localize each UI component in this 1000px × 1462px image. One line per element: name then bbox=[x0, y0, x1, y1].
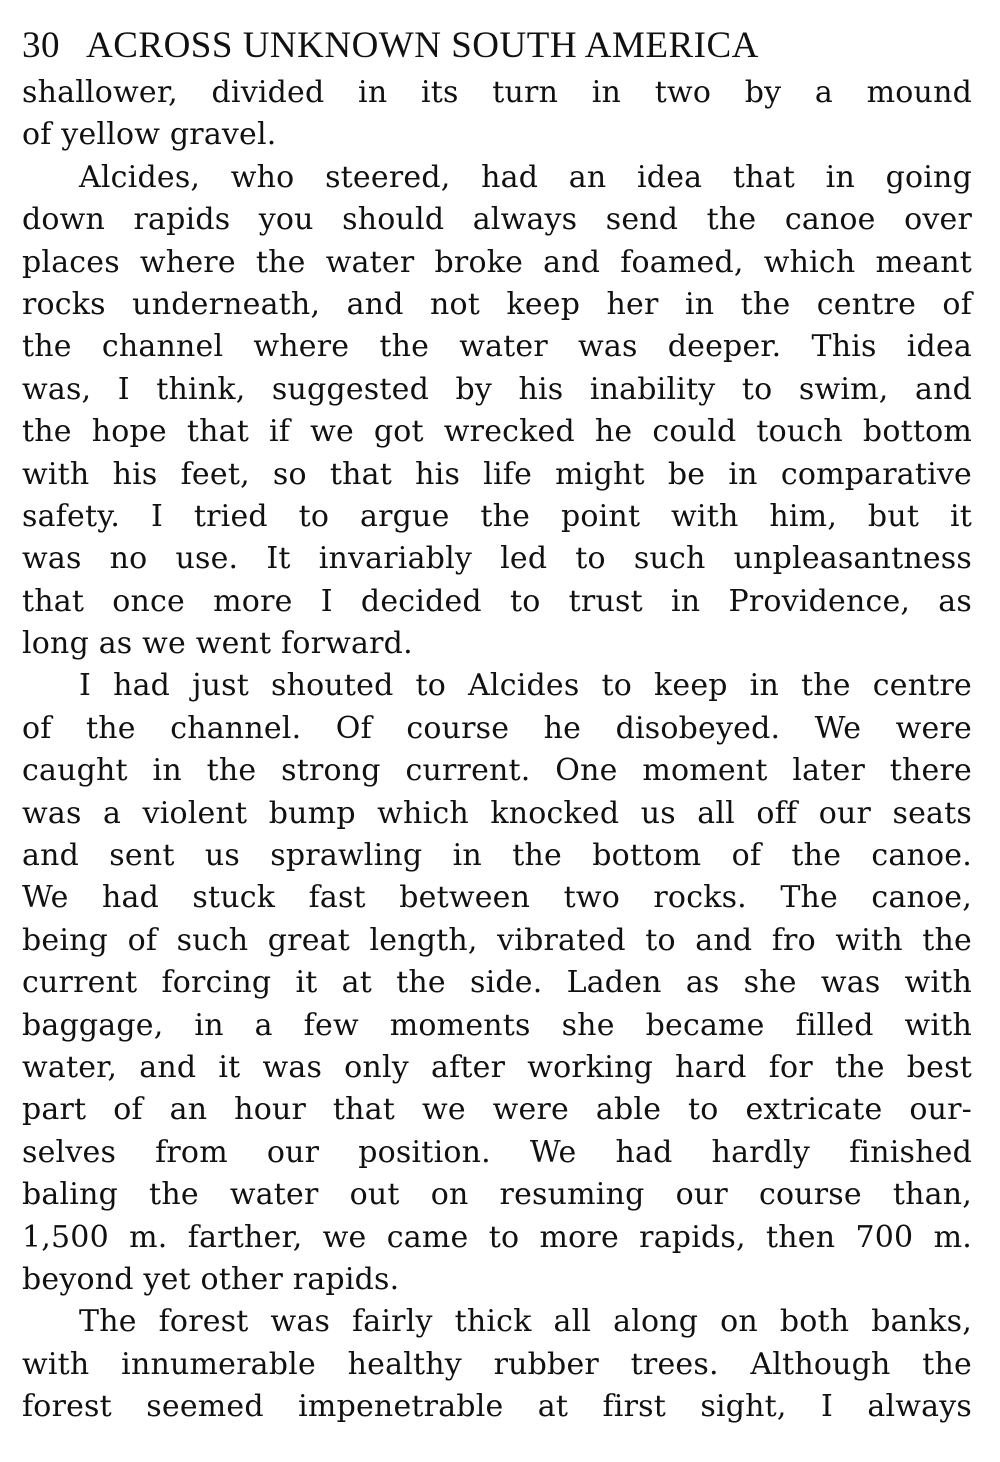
text-line: down rapids you should always send the canoe over bbox=[22, 202, 972, 238]
text-line: places where the water broke and foamed, which meant bbox=[22, 244, 972, 280]
text-line: was a violent bump which knocked us all off our seats bbox=[22, 795, 972, 831]
text-line: safety. I tried to argue the point with him, but it bbox=[22, 498, 972, 534]
text-line: was, I think, suggested by his inability to swim, and bbox=[22, 371, 972, 407]
text-line: of yellow gravel. bbox=[22, 117, 277, 153]
text-line: 1,500 m. farther, we came to more rapids, then 700 m. bbox=[22, 1219, 972, 1255]
text-line: and sent us sprawling in the bottom of the canoe. bbox=[22, 838, 972, 874]
text-line: the channel where the water was deeper. This idea bbox=[22, 329, 972, 365]
text-line: that once more I decided to trust in Providence, as bbox=[22, 583, 972, 619]
text-line: shallower, divided in its turn in two by a mound bbox=[22, 75, 972, 110]
text-line: long as we went forward. bbox=[22, 626, 413, 662]
text-line: the hope that if we got wrecked he could touch bottom bbox=[22, 414, 972, 450]
text-line: baling the water out on resuming our course than, bbox=[22, 1177, 972, 1213]
text-line: part of an hour that we were able to extricate our- bbox=[22, 1092, 972, 1128]
body-text bbox=[22, 72, 972, 1429]
text-line: caught in the strong current. One moment later there bbox=[22, 753, 972, 789]
text-line: with his feet, so that his life might be in comparative bbox=[22, 456, 972, 492]
paragraph-forest bbox=[22, 1301, 972, 1428]
text-line: being of such great length, vibrated to and fro with the bbox=[22, 922, 972, 958]
text-line: The forest was fairly thick all along on both banks, bbox=[79, 1304, 972, 1340]
text-line: baggage, in a few moments she became filled with bbox=[22, 1007, 972, 1043]
text-line: rocks underneath, and not keep her in the centre of bbox=[22, 286, 972, 322]
text-line: beyond yet other rapids. bbox=[22, 1261, 400, 1297]
paragraph-alcides-steering bbox=[22, 157, 972, 666]
text-line: forest seemed impenetrable at first sight, I always bbox=[22, 1389, 972, 1425]
text-line: selves from our position. We had hardly finished bbox=[22, 1134, 972, 1170]
text-line: Alcides, who steered, had an idea that in going bbox=[79, 159, 972, 195]
running-head bbox=[22, 22, 972, 70]
text-line: was no use. It invariably led to such unpleasantness bbox=[22, 541, 972, 577]
paragraph-canoe-stuck bbox=[22, 665, 972, 1301]
paragraph-continued bbox=[22, 72, 972, 157]
text-line: We had stuck fast between two rocks. The canoe, bbox=[22, 880, 972, 916]
book-page bbox=[22, 22, 972, 1429]
text-line: I had just shouted to Alcides to keep in the centre bbox=[79, 668, 972, 704]
text-line: current forcing it at the side. Laden as she was with bbox=[22, 965, 972, 1001]
text-line: water, and it was only after working hard for the best bbox=[22, 1049, 972, 1085]
text-line: of the channel. Of course he disobeyed. We were bbox=[22, 710, 972, 746]
running-title: ACROSS UNKNOWN SOUTH AMERICA bbox=[86, 25, 759, 66]
text-line: with innumerable healthy rubber trees. Although the bbox=[22, 1346, 972, 1382]
page-number: 30 bbox=[22, 25, 60, 66]
